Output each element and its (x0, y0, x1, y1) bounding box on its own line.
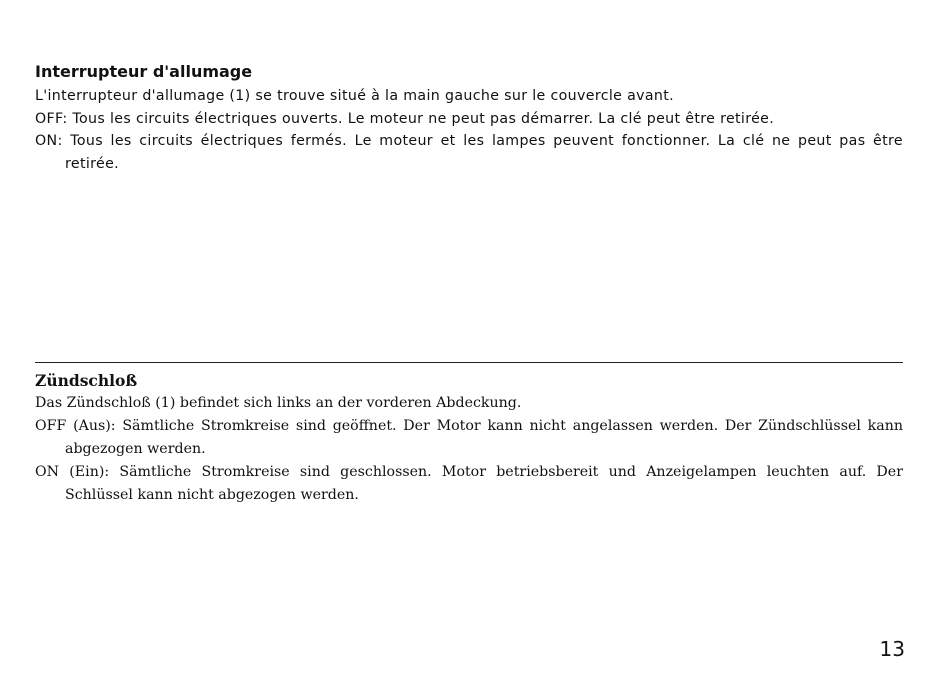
german-on-item: ON (Ein): Sämtliche Stromkreise sind geschlossen. Motor betriebsbereit und Anzeigelampen leuchten auf. Der Schlüssel kann nicht abgezogen werden. (35, 464, 903, 503)
section-divider (35, 362, 903, 363)
french-heading: Interrupteur d'allumage (35, 62, 253, 81)
page-number: 13 (879, 637, 905, 661)
french-on-item: ON: Tous les circuits électriques fermés. Le moteur et les lampes peuvent fonctionner. La clé ne peut pas être retirée. (35, 133, 903, 172)
french-off-item: OFF: Tous les circuits électriques ouverts. Le moteur ne peut pas démarrer. La clé peut être retirée. (35, 110, 775, 127)
german-off-item: OFF (Aus): Sämtliche Stromkreise sind geöffnet. Der Motor kann nicht angelassen werden. Der Zündschlüssel kann abgezogen werden. (35, 418, 903, 457)
french-intro: L'interrupteur d'allumage (1) se trouve situé à la main gauche sur le couvercle avant. (35, 88, 675, 104)
german-heading: Zündschloß (35, 371, 138, 390)
french-section (35, 62, 903, 175)
german-section (35, 371, 903, 507)
german-intro: Das Zündschloß (1) befindet sich links an der vorderen Abdeckung. (35, 395, 522, 411)
